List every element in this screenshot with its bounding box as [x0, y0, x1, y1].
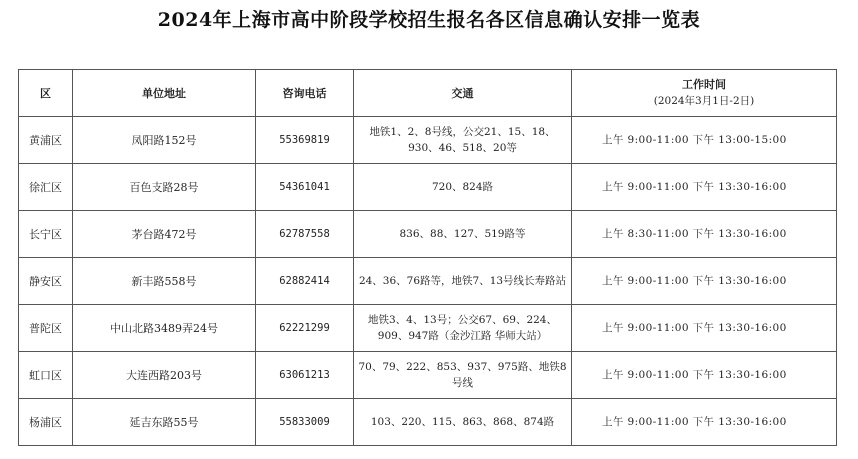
cell-phone: 62787558	[256, 211, 354, 258]
cell-time: 上午 9:00-11:00 下午 13:00-15:00	[572, 117, 837, 164]
cell-phone: 62221299	[256, 305, 354, 352]
header-worktime	[572, 70, 837, 117]
cell-transport: 24、36、76路等，地铁7、13号线长寿路站	[354, 258, 572, 305]
header-address: 单位地址	[73, 70, 256, 117]
cell-address: 茅台路472号	[73, 211, 256, 258]
cell-address: 中山北路3489弄24号	[73, 305, 256, 352]
cell-time: 上午 8:30-11:00 下午 13:30-16:00	[572, 211, 837, 258]
cell-district: 普陀区	[19, 305, 73, 352]
cell-time: 上午 9:00-11:00 下午 13:30-16:00	[572, 352, 837, 399]
cell-district: 杨浦区	[19, 399, 73, 446]
cell-transport: 地铁1、2、8号线，公交21、15、18、930、46、518、20等	[354, 117, 572, 164]
header-district: 区	[19, 70, 73, 117]
district-info-table	[18, 69, 837, 446]
cell-address: 新丰路558号	[73, 258, 256, 305]
cell-transport: 103、220、115、863、868、874路	[354, 399, 572, 446]
cell-address: 延吉东路55号	[73, 399, 256, 446]
cell-district: 徐汇区	[19, 164, 73, 211]
cell-phone: 54361041	[256, 164, 354, 211]
cell-transport: 地铁3、4、13号；公交67、69、224、909、947路（金沙江路 华师大站）	[354, 305, 572, 352]
cell-phone: 63061213	[256, 352, 354, 399]
table-row	[19, 164, 837, 211]
cell-address: 大连西路203号	[73, 352, 256, 399]
table-row	[19, 399, 837, 446]
cell-district: 静安区	[19, 258, 73, 305]
cell-time: 上午 9:00-11:00 下午 13:30-16:00	[572, 399, 837, 446]
cell-time: 上午 9:00-11:00 下午 13:30-16:00	[572, 258, 837, 305]
header-worktime-dates: (2024年3月1日-2日)	[653, 95, 755, 107]
page-title: 2024年上海市高中阶段学校招生报名各区信息确认安排一览表	[157, 9, 701, 31]
cell-phone: 62882414	[256, 258, 354, 305]
header-transport: 交通	[354, 70, 572, 117]
header-worktime-label: 工作时间	[682, 78, 726, 91]
cell-transport: 70、79、222、853、937、975路、地铁8号线	[354, 352, 572, 399]
header-phone: 咨询电话	[256, 70, 354, 117]
table-row	[19, 117, 837, 164]
table-row	[19, 211, 837, 258]
table-row	[19, 352, 837, 399]
cell-transport: 720、824路	[354, 164, 572, 211]
cell-time: 上午 9:00-11:00 下午 13:30-16:00	[572, 164, 837, 211]
cell-phone: 55369819	[256, 117, 354, 164]
cell-phone: 55833009	[256, 399, 354, 446]
table-row	[19, 258, 837, 305]
table-row	[19, 305, 837, 352]
cell-district: 虹口区	[19, 352, 73, 399]
cell-district: 黄浦区	[19, 117, 73, 164]
cell-time: 上午 9:00-11:00 下午 13:30-16:00	[572, 305, 837, 352]
table-header-row	[19, 70, 837, 117]
cell-transport: 836、88、127、519路等	[354, 211, 572, 258]
cell-address: 凤阳路152号	[73, 117, 256, 164]
cell-district: 长宁区	[19, 211, 73, 258]
cell-address: 百色支路28号	[73, 164, 256, 211]
